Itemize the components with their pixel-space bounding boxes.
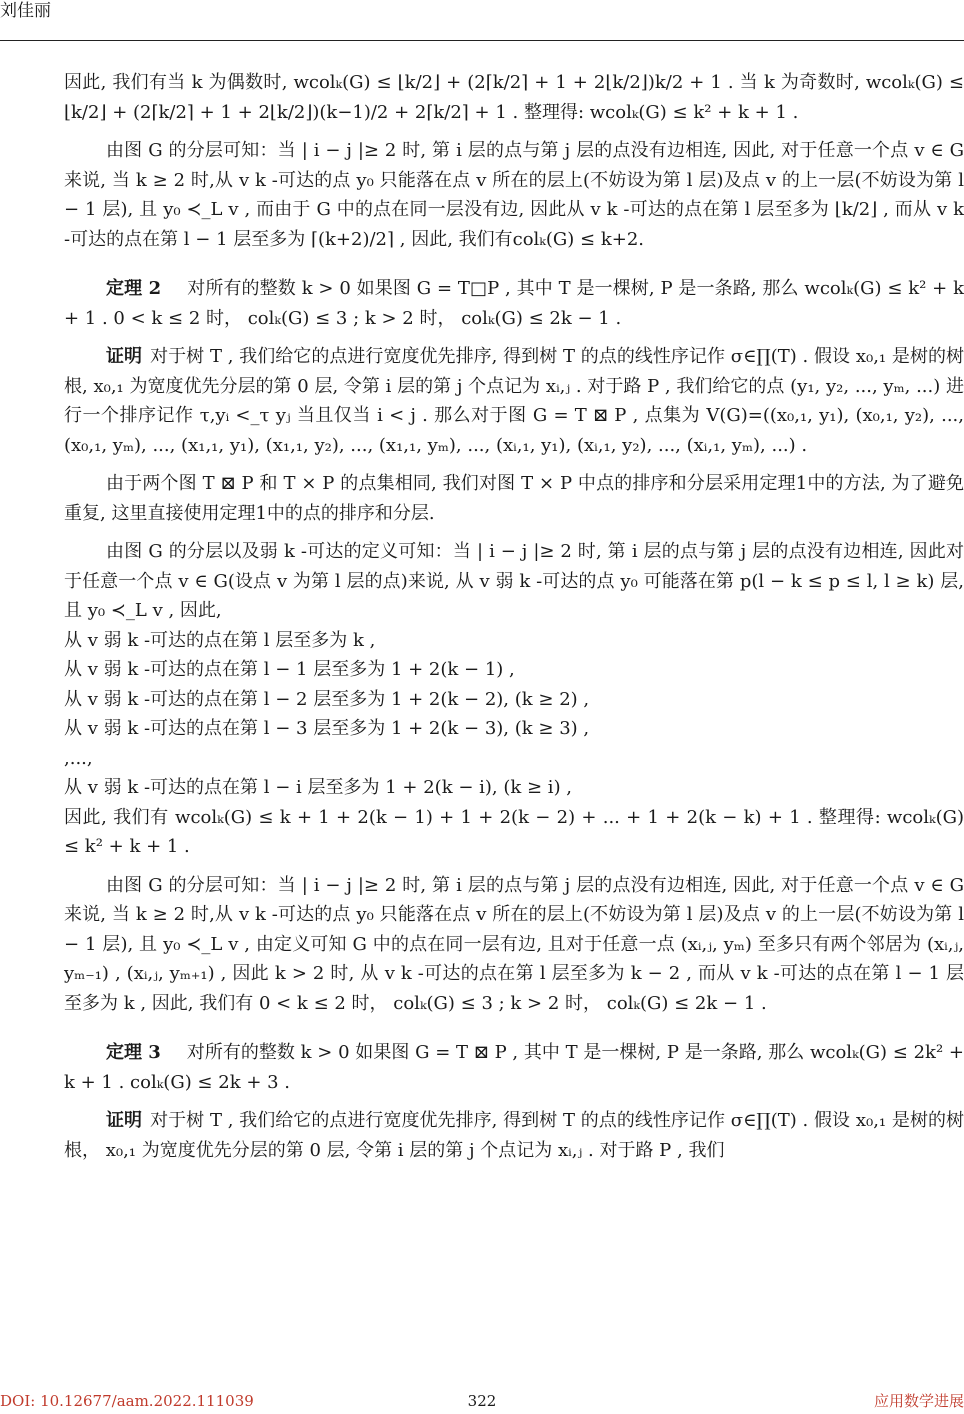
page-body [64,68,964,1165]
proof-theorem-2-text: 对于树 T , 我们给它的点进行宽度优先排序, 得到树 T 的点的线性序记作 σ∈∏(T) . 假设 x₀,₁ 是树的树根, x₀,₁ 为宽度优先分层的第 0 层, 令第 i 层的第 j 个点记为 xᵢ,ⱼ . 对于路 P , 我们给它的点 (y₁, y₂, ..., yₘ, ...) 进行一个排序记作 τ,yᵢ <_τ yⱼ 当且仅当 i < j . 那么对于图 G = T ⊠ P , 点集为 V(G)=((x₀,₁, y₁), (x₀,₁, y₂), ..., (x₀,₁, yₘ), ..., (x₁,₁, y₁), (x₁,₁, y₂), ..., (x₁,₁, yₘ), ..., (xᵢ,₁, y₁), (xᵢ,₁, y₂), ..., (xᵢ,₁, yₘ), ...) . [64,346,964,456]
paragraph-col-bound: 由图 G 的分层可知：当 | i − j |≥ 2 时, 第 i 层的点与第 j 层的点没有边相连, 因此, 对于任意一个点 v ∈ G 来说, 当 k ≥ 2 时,从 v k -可达的点 y₀ 只能落在点 v 所在的层上(不妨设为第 l 层)及点 v 的上一层(不妨设为第 l − 1 层), 且 y₀ ≺_L v , 而由于 G 中的点在同一层没有边, 因此从 v k -可达的点在第 l 层至多为 ⌊k/2⌋ , 而从 v k -可达的点在第 l − 1 层至多为 ⌈(k+2)/2⌉ , 因此, 我们有colₖ(G) ≤ k+2. [64,140,964,250]
paragraph-wcol-sum: 因此, 我们有 wcolₖ(G) ≤ k + 1 + 2(k − 1) + 1 + 2(k − 2) + ... + 1 + 2(k − k) + 1 . 整理得: wcolₖ(G) ≤ k² + k + 1 . [64,806,964,857]
paragraph-col-neighbors: 由图 G 的分层可知：当 | i − j |≥ 2 时, 第 i 层的点与第 j 层的点没有边相连, 因此, 对于任意一个点 v ∈ G 来说, 当 k ≥ 2 时,从 v k -可达的点 y₀ 只能落在点 v 所在的层上(不妨设为第 l 层)及点 v 的上一层(不妨设为第 l − 1 层), 且 y₀ ≺_L v , 由定义可知 G 中的点在同一层有边, 且对于任意一点 (xᵢ,ⱼ, yₘ) 至多只有两个邻居为 (xᵢ,ⱼ, yₘ₋₁) , (xᵢ,ⱼ, yₘ₊₁) , 因此 k > 2 时, 从 v k -可达的点在第 l 层至多为 k − 2 , 而从 v k -可达的点在第 l − 1 层至多为 k , 因此, 我们有 0 < k ≤ 2 时， colₖ(G) ≤ 3 ; k > 2 时， colₖ(G) ≤ 2k − 1 . [64,874,964,1014]
reach-line-l: 从 v 弱 k -可达的点在第 l 层至多为 k , [64,629,376,651]
paragraph-weak-reach: 由图 G 的分层以及弱 k -可达的定义可知：当 | i − j |≥ 2 时, 第 i 层的点与第 j 层的点没有边相连, 因此对于任意一个点 v ∈ G(设点 v 为第 l 层的点)来说, 从 v 弱 k -可达的点 y₀ 可能落在第 p(l − k ≤ p ≤ l, l ≥ k) 层, 且 y₀ ≺_L v , 因此, [64,541,964,621]
proof-label: 证明 [106,346,143,367]
running-head-author: 刘佳丽 [0,1,51,21]
paragraph-conclusion-wcol: 因此, 我们有当 k 为偶数时, wcolₖ(G) ≤ ⌊k/2⌋ + (2⌈k/2⌉ + 1 + 2⌊k/2⌋)k/2 + 1 . 当 k 为奇数时, wcolₖ(G) ≤ ⌊k/2⌋ + (2⌈k/2⌉ + 1 + 2⌊k/2⌋)(k−1)/2 + 2⌈k/2⌉ + 1 . 整理得: wcolₖ(G) ≤ k² + k + 1 . [64,72,964,123]
theorem-2-statement: 对所有的整数 k > 0 如果图 G = T□P , 其中 T 是一棵树, P 是一条路, 那么 wcolₖ(G) ≤ k² + k + 1 . 0 < k ≤ 2 时， colₖ(G) ≤ 3 ; k > 2 时， colₖ(G) ≤ 2k − 1 . [64,278,964,329]
footer-journal[interactable]: 应用数学进展 [873,1392,964,1410]
theorem-3-statement: 对所有的整数 k > 0 如果图 G = T ⊠ P , 其中 T 是一棵树, P 是一条路, 那么 wcolₖ(G) ≤ 2k² + k + 1 . colₖ(G) ≤ 2k + 3 . [64,1042,964,1093]
proof-theorem-3-text: 对于树 T , 我们给它的点进行宽度优先排序, 得到树 T 的点的线性序记作 σ∈∏(T) . 假设 x₀,₁ 是树的树根， x₀,₁ 为宽度优先分层的第 0 层, 令第 i 层的第 j 个点记为 xᵢ,ⱼ . 对于路 P , 我们 [64,1110,964,1161]
reach-line-l-3: 从 v 弱 k -可达的点在第 l − 3 层至多为 1 + 2(k − 3), (k ≥ 3) , [64,718,590,739]
theorem-2 [64,274,964,333]
footer-doi[interactable]: DOI: 10.12677/aam.2022.111039 [0,1392,254,1410]
reach-line-l-2: 从 v 弱 k -可达的点在第 l − 2 层至多为 1 + 2(k − 2), (k ≥ 2) , [64,688,590,710]
reach-line-l-i: 从 v 弱 k -可达的点在第 l − i 层至多为 1 + 2(k − i), (k ≥ i) , [64,777,573,798]
proof-label: 证明 [106,1110,143,1131]
proof-theorem-2 [64,342,964,460]
header-rule [0,40,964,41]
theorem-3 [64,1038,964,1097]
theorem-2-label: 定理 2 [106,278,162,299]
theorem-3-label: 定理 3 [106,1042,161,1063]
reach-line-l-1: 从 v 弱 k -可达的点在第 l − 1 层至多为 1 + 2(k − 1) , [64,659,515,680]
paragraph-vertex-set: 由于两个图 T ⊠ P 和 T × P 的点集相同, 我们对图 T × P 中点的排序和分层采用定理1中的方法, 为了避免重复, 这里直接使用定理1中的点的排序和分层. [64,473,964,524]
reach-line-ellipsis: ,..., [64,747,93,769]
proof-theorem-3 [64,1106,964,1165]
page-number: 322 [467,1392,497,1410]
